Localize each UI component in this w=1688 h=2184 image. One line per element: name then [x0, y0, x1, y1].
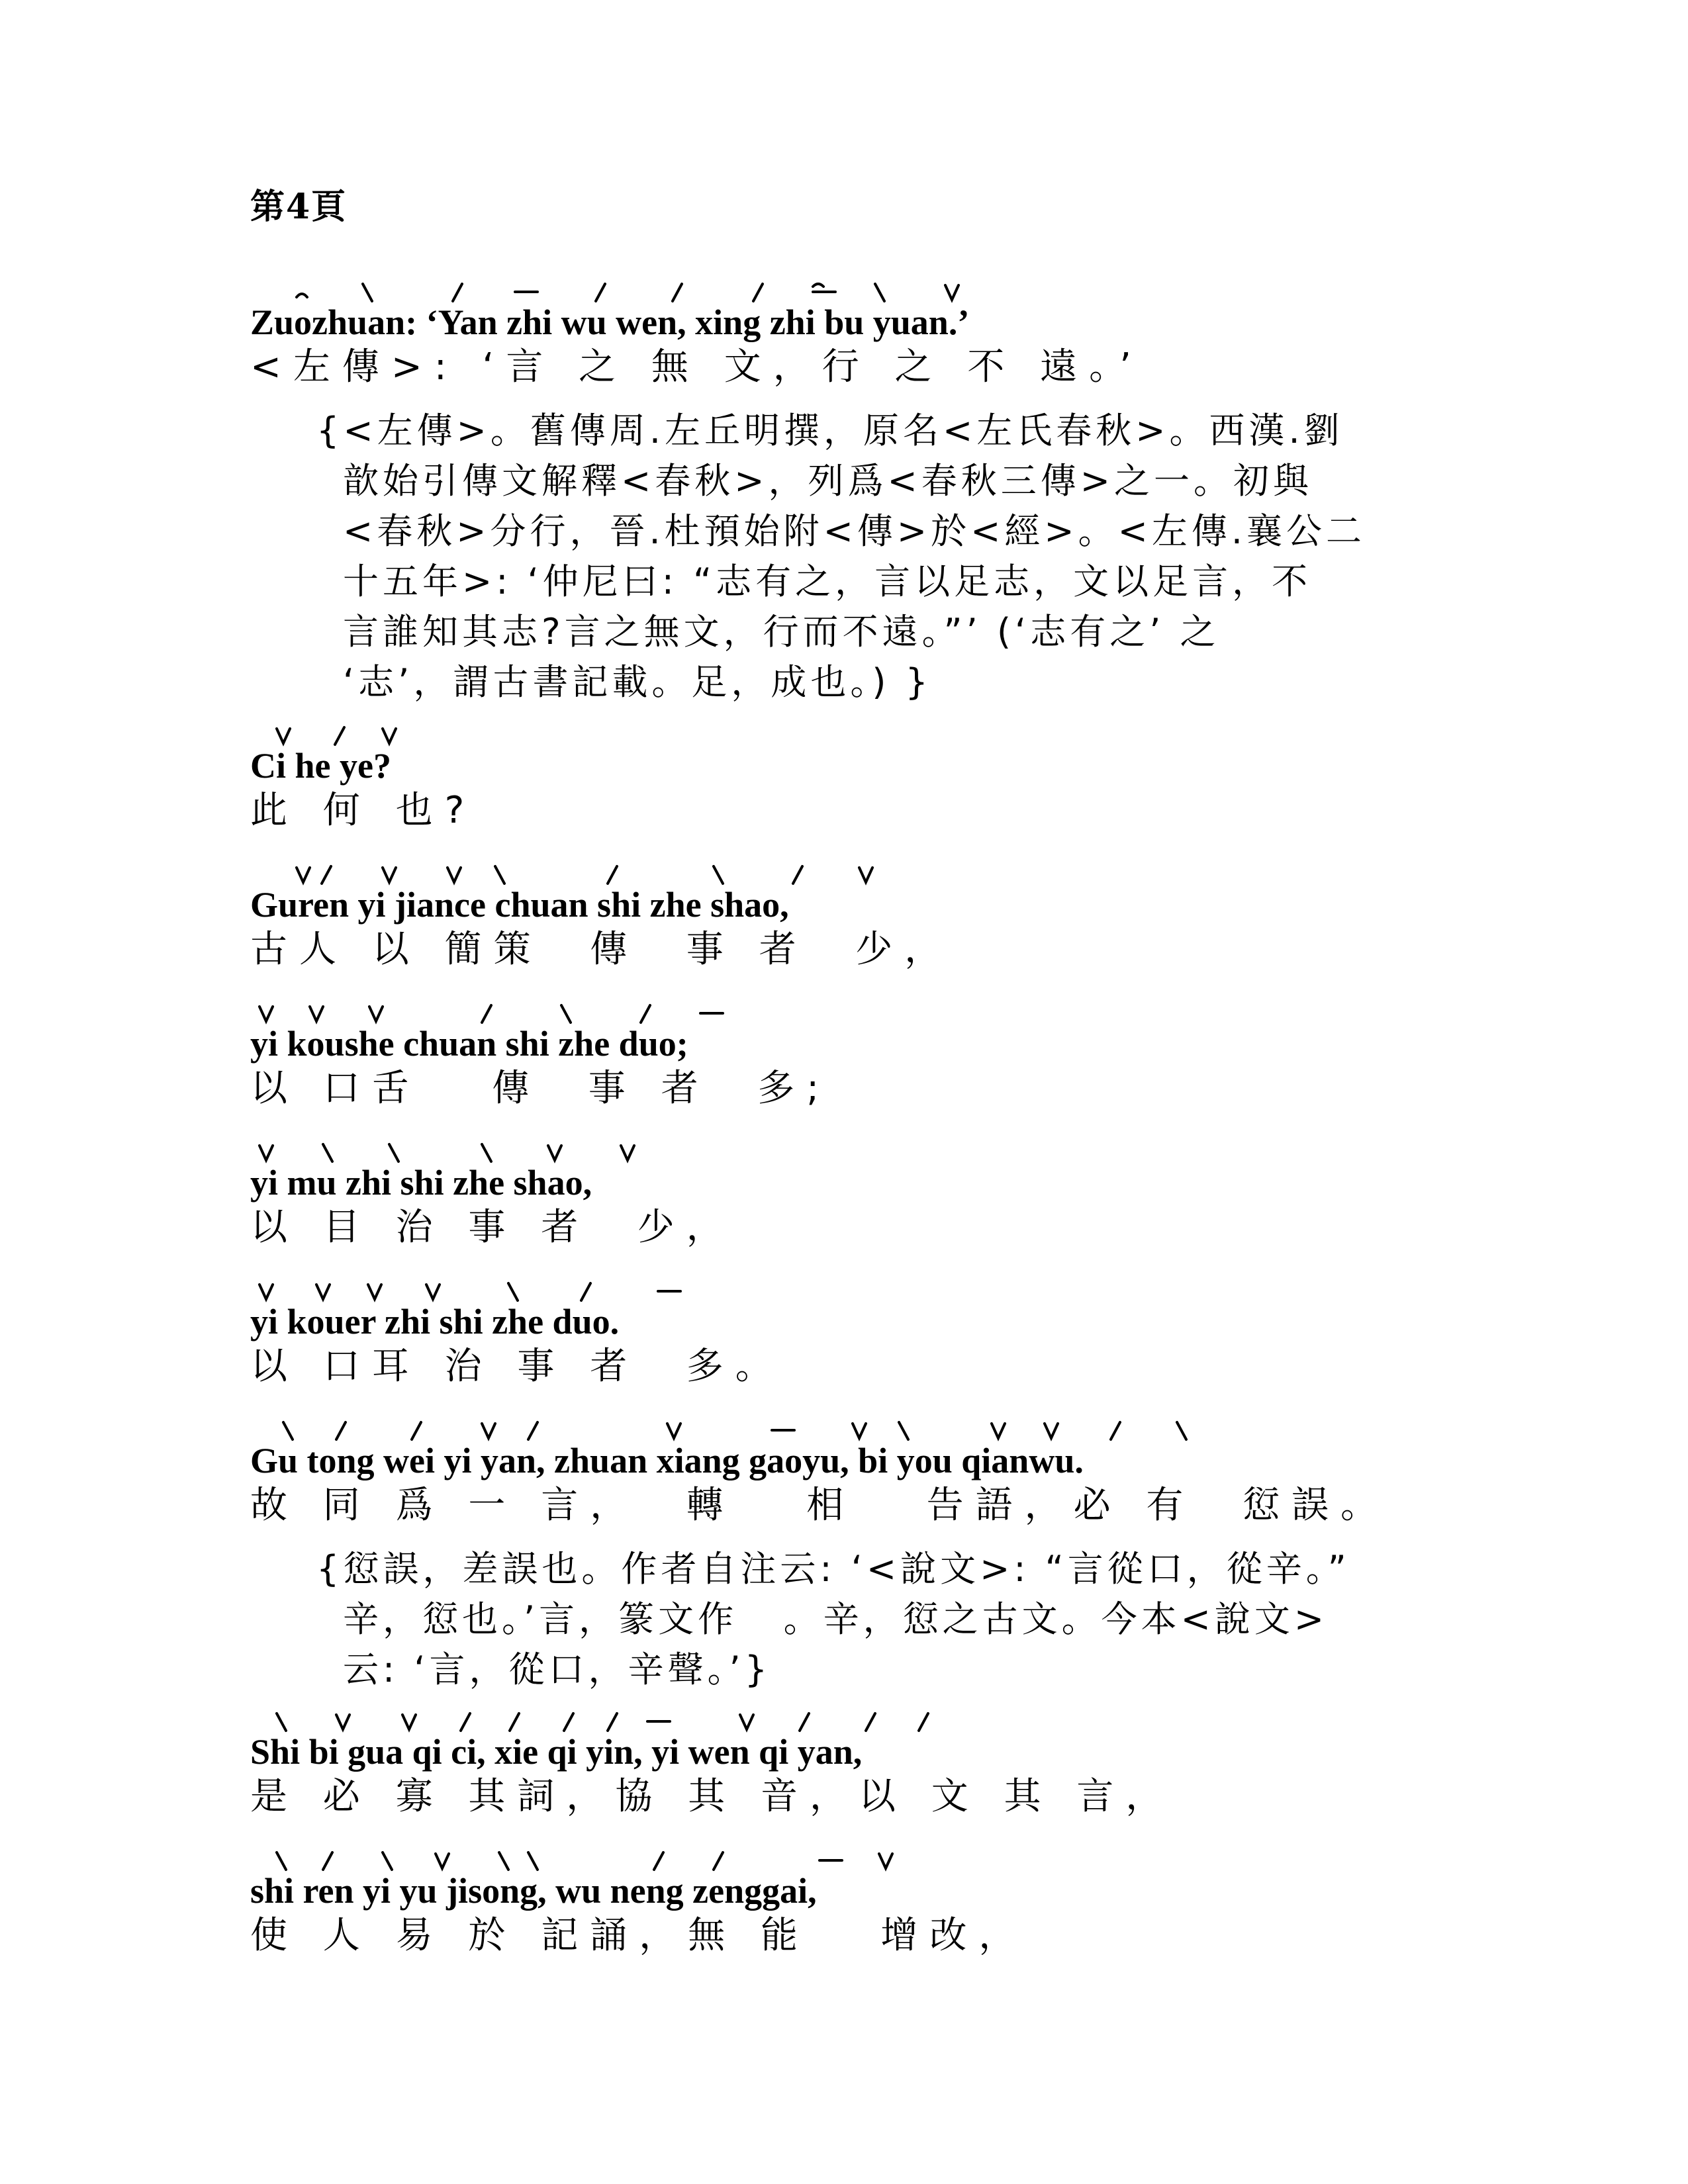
verse-section-zuozhuan: [250, 301, 1508, 707]
note-line: <春秋>分行，晉.杜預始附<傳>於<經>。<左傳.襄公二: [343, 510, 1366, 552]
hanzi-line: <左傳>: ‘言 之 無 文，行 之 不 遠。’: [250, 345, 1143, 388]
pinyin-line: Guren yi jiance chuan shi zhe shao,: [250, 884, 1508, 926]
annotation-note: [316, 1544, 1521, 1695]
hanzi-line: 古人 以 簡策 傳 事 者 少，: [250, 928, 954, 971]
tone-marks: [250, 993, 1508, 1020]
note-line: {<左傳>。舊傳周.左丘明撰，原名<左氏春秋>。西漢.劉: [316, 410, 1344, 451]
hanzi-line: 以 目 治 事 者 少，: [250, 1206, 735, 1249]
tone-marks: [250, 1271, 1508, 1298]
tone-marks: [250, 1132, 1508, 1159]
note-line: 十五年>: ‘仲尼曰: “志有之，言以足志，文以足言，不: [343, 561, 1312, 602]
tone-marks: [250, 1702, 1508, 1728]
tone-marks: [250, 854, 1508, 881]
tone-marks: [250, 1841, 1508, 1867]
verse-section: [250, 745, 1508, 835]
verse-section: [250, 1870, 1508, 1960]
page-header: 第4頁: [250, 187, 348, 227]
pinyin-line: Zuozhuan: ‘Yan zhi wu wen, xing zhi bu yuan.’: [250, 301, 1508, 343]
verse-section: [250, 1439, 1508, 1695]
hanzi-line: 是 必 寡 其詞，協 其 音，以 文 其 言，: [250, 1775, 1175, 1818]
tone-marks: [250, 272, 1508, 298]
pinyin-line: Ci he ye?: [250, 745, 1508, 787]
tone-marks: [250, 715, 1508, 742]
hanzi-line: 使 人 易 於 記誦，無 能 增改，: [250, 1914, 1028, 1957]
note-line: 歆始引傳文解釋<春秋>，列爲<春秋三傳>之一。初與: [343, 460, 1313, 502]
note-line: {愆誤，差誤也。作者自注云: ‘<說文>: “言從口，從辛。”: [316, 1548, 1350, 1590]
verse-section: [250, 884, 1508, 974]
pinyin-line: yi kouer zhi shi zhe duo.: [250, 1300, 1508, 1343]
verse-section: [250, 1731, 1508, 1821]
tone-marks: [250, 1410, 1508, 1437]
pinyin-line: Shi bi gua qi ci, xie qi yin, yi wen qi yan,: [250, 1731, 1508, 1773]
pinyin-line: Gu tong wei yi yan, zhuan xiang gaoyu, bi you qianwu.: [250, 1439, 1508, 1482]
verse-section: [250, 1300, 1508, 1390]
note-line: 言誰知其志?言之無文，行而不遠。”’ (‘志有之’ 之: [343, 611, 1220, 653]
annotation-note: [316, 406, 1521, 707]
note-line: ‘志’，謂古書記載。足，成也。) }: [343, 661, 932, 703]
hanzi-line: 故 同 爲 一 言， 轉 相 告語，必 有 愆誤。: [250, 1484, 1390, 1527]
hanzi-line: 此 何 也?: [250, 789, 477, 832]
note-line: 云: ‘言，從口，辛聲。’}: [343, 1649, 772, 1690]
pinyin-line: shi ren yi yu jisong, wu neng zenggai,: [250, 1870, 1508, 1912]
verse-section: [250, 1023, 1508, 1113]
pinyin-line: yi mu zhi shi zhe shao,: [250, 1161, 1508, 1204]
note-line: 辛，愆也。’言，篆文作 。辛，愆之古文。今本<說文>: [343, 1598, 1329, 1640]
hanzi-line: 以 口舌 傳 事 者 多;: [250, 1067, 831, 1110]
hanzi-line: 以 口耳 治 事 者 多。: [250, 1345, 784, 1388]
verse-section: [250, 1161, 1508, 1251]
pinyin-line: yi koushe chuan shi zhe duo;: [250, 1023, 1508, 1065]
